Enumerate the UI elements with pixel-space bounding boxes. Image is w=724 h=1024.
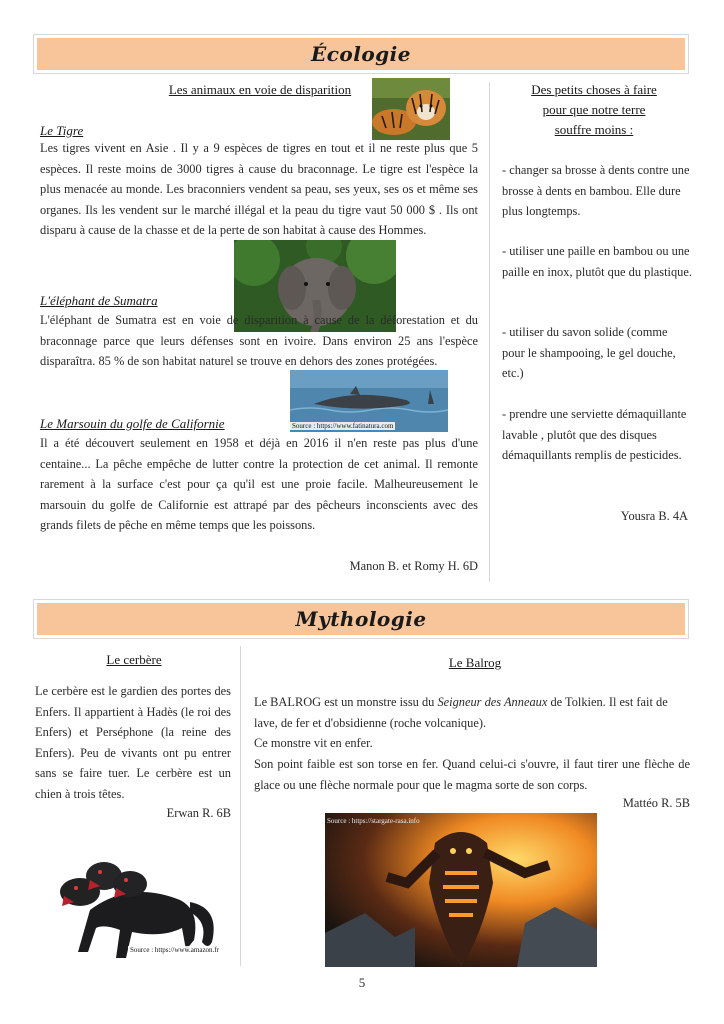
tip-straw: - utiliser une paille en bambou ou une paille en inox, plutôt que du plastique. [502, 244, 692, 279]
balrog-image [325, 813, 597, 967]
balrog-text-1-start: Le BALROG est un monstre issu du [254, 695, 438, 709]
tiger-text: Les tigres vivent en Asie . Il y a 9 espèces de tigres en tout et il ne reste plus que 5 espèces. Il reste moins de 3000 tigres à cause du braconnage. Le tigre est l'espèce la plus menacée au monde. Les braconniers vendent sa peau, ses yeux, ses os et même ses organes. Ils les vendent sur le marché illégal et la peau du tigre vaut 50 000 $ . Ils ont disparu à cause de la chasse et de la perte de son habitat à cause des Hommes. [40, 141, 478, 238]
balrog-text-2: Ce monstre vit en enfer. [254, 736, 373, 750]
cerbere-image-credit: Source : https://www.amazon.fr [130, 946, 219, 954]
balrog-signature: Mattéo R. 5B [622, 796, 690, 810]
tips-signature: Yousra B. 4A [620, 509, 688, 523]
tips-heading-line-1: Des petits choses à faire [531, 82, 657, 97]
mythologie-column-divider [240, 646, 241, 966]
endangered-animals-heading: Les animaux en voie de disparition [168, 82, 352, 97]
ecologie-title: Écologie [310, 42, 411, 66]
balrog-title: Le Balrog [448, 655, 502, 670]
balrog-image-credit: Source : https://stargate-rasa.info [327, 817, 420, 825]
balrog-text-1-end: de Tolkien. Il est fait de lave, de fer et d'obsidienne (roche volcanique). [254, 695, 668, 730]
balrog-book-title: Seigneur des Anneaux [437, 695, 548, 709]
tip-washable-towel: - prendre une serviette démaquillante lavable , plutôt que des disques démaquillants remplis de pesticides. [502, 407, 687, 463]
tip-toothbrush: - changer sa brosse à dents contre une brosse à dents en bambou. Elle dure plus longtemps. [502, 163, 690, 219]
tip-solid-soap: - utiliser du savon solide (comme pour le shampooing, le gel douche, etc.) [502, 325, 676, 381]
mythologie-title: Mythologie [295, 607, 427, 631]
porpoise-title: Le Marsouin du golfe de Californie [40, 416, 225, 431]
cerbere-signature: Erwan R. 6B [166, 806, 231, 820]
mythologie-banner [33, 599, 689, 639]
cerbere-image [50, 840, 220, 958]
balrog-text-3: Son point faible est son torse en fer. Quand celui-ci s'ouvre, il faut tirer une flèche de glace ou une flèche normale pour que le magma sorte de son corps. [254, 757, 690, 792]
tiger-photo [372, 78, 450, 140]
cerbere-title: Le cerbère [106, 652, 162, 667]
page-number: 5 [358, 975, 366, 990]
ecologie-column-divider [489, 82, 490, 582]
elephant-text: L'éléphant de Sumatra est en voie de disparition à cause de la déforestation et du braconnage parce que leurs défenses sont en ivoire. Dans environ 25 ans l'espèce disparaîtra. 85 % de son habitat naturel se trouve en dehors des zones protégées. [40, 313, 478, 369]
elephant-title: L'éléphant de Sumatra [40, 293, 158, 308]
cerbere-text: Le cerbère est le gardien des portes des Enfers. Il appartient à Hadès (le roi des Enfers) et Perséphone (la reine des Enfers). Peu de vivants ont pu entrer sans se faire tuer. Le cerbère est un chien à trois têtes. [35, 684, 231, 801]
porpoise-text: Il a été découvert seulement en 1958 et déjà en 2016 il n'en reste pas plus d'une centaine... La pêche empêche de lutter contre la protection de cet animal. Il remonte rarement à la surface c'est pour ça qu'il est une proie facile. Malheureusement le marsouin du golfe de Californie est attrapé par des pêcheurs inconscients avec des grands filets de pêche en même temps que les poissons. [40, 436, 478, 533]
elephant-photo-credit: Source : https://www.fatinatura.com [292, 422, 394, 430]
ecologie-left-signature: Manon B. et Romy H. 6D [349, 559, 478, 573]
balrog-text-1 [254, 692, 694, 733]
ecologie-banner [33, 34, 689, 74]
tiger-title: Le Tigre [40, 123, 84, 138]
tips-heading-line-2: pour que notre terre [542, 102, 646, 117]
tips-heading-line-3: souffre moins : [554, 122, 634, 137]
